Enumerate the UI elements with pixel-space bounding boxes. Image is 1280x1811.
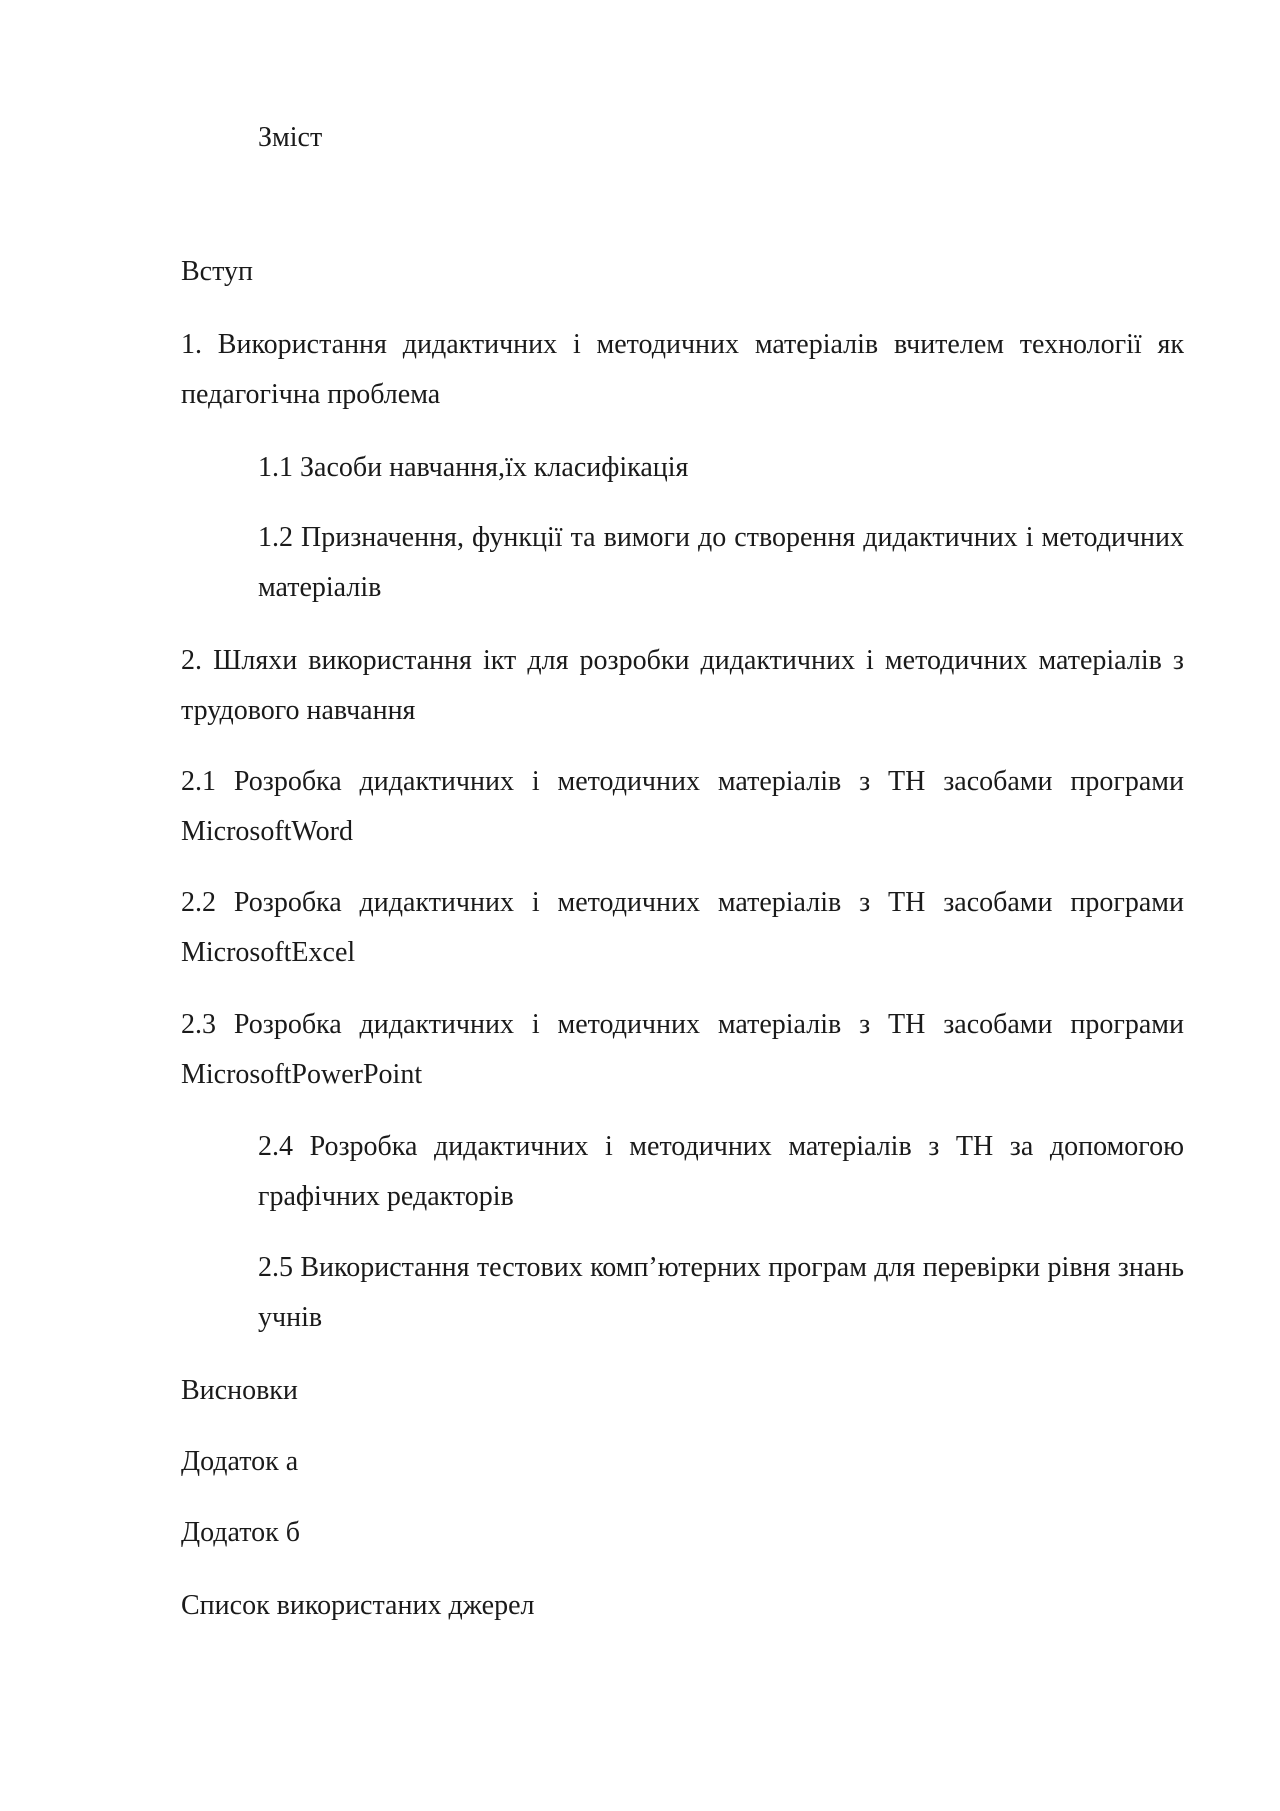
toc-item-section-1-2: 1.2 Призначення, функції та вимоги до створення дидактичних і методичних матеріалів	[258, 522, 1184, 603]
toc-item-section-2: 2. Шляхи використання ікт для розробки дидактичних і методичних матеріалів з трудового навчання	[181, 645, 1184, 726]
toc-item-section-1: 1. Використання дидактичних і методичних матеріалів вчителем технології як педагогічна проблема	[181, 329, 1184, 410]
toc-item-section-2-3: 2.3 Розробка дидактичних і методичних матеріалів з ТН засобами програми MicrosoftPowerPoint	[181, 1009, 1184, 1090]
toc-item-appendix-b: Додаток б	[181, 1517, 300, 1548]
toc-item-section-2-1: 2.1 Розробка дидактичних і методичних матеріалів з ТН засобами програми MicrosoftWord	[181, 766, 1184, 847]
toc-item-intro: Вступ	[181, 256, 253, 287]
toc-item-section-2-2: 2.2 Розробка дидактичних і методичних матеріалів з ТН засобами програми MicrosoftExcel	[181, 887, 1184, 968]
toc-item-references: Список використаних джерел	[181, 1590, 535, 1621]
toc-title: Зміст	[258, 122, 323, 153]
toc-item-section-1-1: 1.1 Засоби навчання,їх класифікація	[258, 452, 689, 483]
toc-item-section-2-5: 2.5 Використання тестових комп’ютерних програм для перевірки рівня знань учнів	[258, 1252, 1184, 1333]
toc-item-conclusions: Висновки	[181, 1375, 298, 1406]
toc-item-appendix-a: Додаток а	[181, 1446, 299, 1477]
toc-item-section-2-4: 2.4 Розробка дидактичних і методичних матеріалів з ТН за допомогою графічних редакторів	[258, 1131, 1184, 1212]
